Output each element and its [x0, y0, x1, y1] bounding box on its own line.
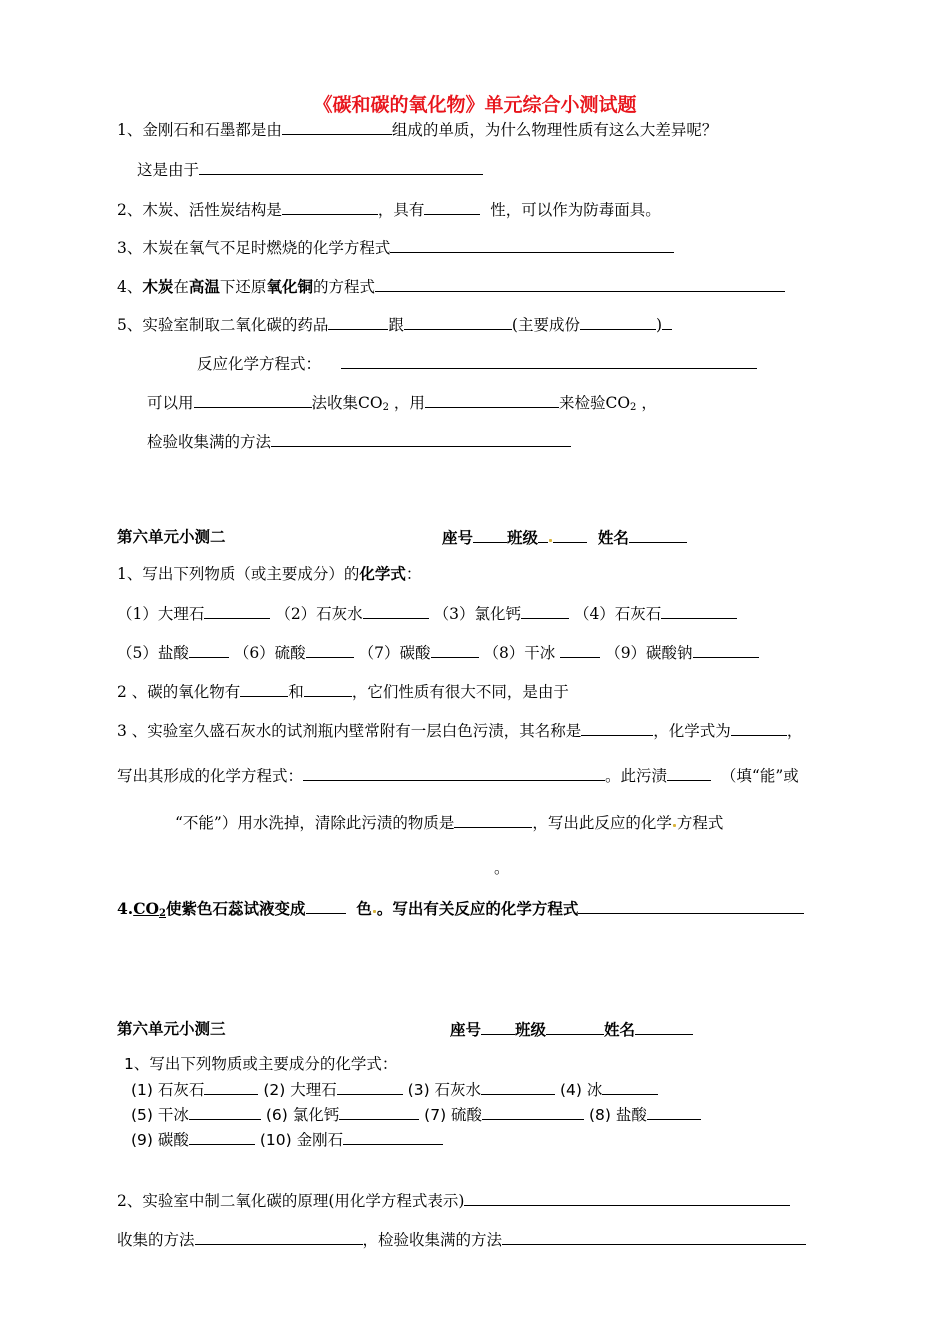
p1-question-5-equation: 反应化学方程式： [197, 352, 757, 375]
p2-row-1: （1）大理石 （2）石灰水 （3）氯化钙 （4）石灰石 [117, 602, 737, 625]
dot-mark [673, 824, 676, 827]
answer-blank[interactable] [454, 811, 532, 828]
p2-question-1: 1、写出下列物质（或主要成分）的化学式： [117, 564, 422, 583]
answer-blank[interactable] [199, 158, 483, 175]
p3-question-3: 收集的方法 ，检验收集满的方法 [117, 1228, 806, 1251]
class-field[interactable] [553, 526, 587, 543]
answer-blank[interactable] [204, 1078, 258, 1095]
p1-question-1: 1、金刚石和石墨都是由 组成的单质，为什么物理性质有这么大差异呢？ [117, 118, 717, 141]
p1-question-3: 3、木炭在氧气不足时燃烧的化学方程式 [117, 236, 674, 259]
p3-question-2: 2、实验室中制二氧化碳的原理(用化学方程式表示) [117, 1189, 790, 1212]
p2-question-3-equation: 写出其形成的化学方程式： 。此污渍 （填“能”或 [117, 764, 799, 787]
p1-question-1-reason: 这是由于 [137, 158, 483, 181]
answer-blank[interactable] [194, 391, 312, 408]
answer-blank[interactable] [482, 1103, 584, 1120]
section-2-student-info: 座号 班级 姓名 [442, 526, 687, 549]
name-field[interactable] [635, 1018, 693, 1035]
answer-blank[interactable] [464, 1189, 790, 1206]
underline [662, 313, 672, 330]
answer-blank[interactable] [521, 602, 569, 619]
page-title: 《碳和碳的氧化物》单元综合小测试题 [313, 94, 637, 116]
seat-field[interactable] [473, 526, 507, 543]
p2-question-4: $4.CO_2$使紫色石蕊试液变成 色 。写出有关反应的化学方程式 [117, 897, 804, 925]
answer-blank[interactable] [661, 602, 737, 619]
answer-blank[interactable] [189, 1103, 261, 1120]
dot-mark [373, 910, 376, 913]
answer-blank[interactable] [303, 764, 605, 781]
answer-blank[interactable] [337, 1078, 403, 1095]
answer-blank[interactable] [580, 313, 656, 330]
section-3-student-info: 座号 班级 姓名 [450, 1018, 693, 1041]
p2-period: 。 [494, 859, 510, 877]
answer-blank[interactable] [204, 602, 270, 619]
answer-blank[interactable] [282, 118, 392, 135]
answer-blank[interactable] [282, 198, 378, 215]
p2-row-2: （5）盐酸 （6）硫酸 （7）碳酸 （8）干冰 （9）碳酸钠 [117, 641, 759, 664]
answer-blank[interactable] [431, 641, 479, 658]
answer-blank[interactable] [240, 680, 288, 697]
answer-blank[interactable] [306, 897, 346, 914]
answer-blank[interactable] [502, 1228, 806, 1245]
answer-blank[interactable] [731, 719, 787, 736]
answer-blank[interactable] [343, 1128, 443, 1145]
answer-blank[interactable] [581, 719, 653, 736]
section-3-heading: 第六单元小测三 [117, 1019, 226, 1038]
answer-blank[interactable] [578, 897, 804, 914]
answer-blank[interactable] [693, 641, 759, 658]
answer-blank[interactable] [425, 391, 559, 408]
p1-question-5-collect: 可以用 法收集$CO_2$ ，用 来检验$CO_2$ ， [147, 391, 657, 419]
p3-row-1: (1) 石灰石 (2) 大理石 (3) 石灰水 (4) 冰 [131, 1078, 658, 1101]
answer-blank[interactable] [404, 313, 512, 330]
answer-blank[interactable] [189, 641, 229, 658]
p3-question-1: 1、写出下列物质或主要成分的化学式： [124, 1055, 398, 1073]
answer-blank[interactable] [341, 352, 757, 369]
answer-blank[interactable] [189, 1128, 255, 1145]
p1-question-2: 2、木炭、活性炭结构是 ，具有 性，可以作为防毒面具。 [117, 198, 661, 221]
answer-blank[interactable] [195, 1228, 363, 1245]
answer-blank[interactable] [560, 641, 600, 658]
p1-question-5: 5、实验室制取二氧化碳的药品 跟 (主要成份 ) [117, 313, 672, 336]
class-field-a[interactable] [538, 526, 548, 543]
answer-blank[interactable] [667, 764, 711, 781]
answer-blank[interactable] [481, 1078, 555, 1095]
answer-blank[interactable] [375, 275, 785, 292]
p2-question-3: 3 、实验室久盛石灰水的试剂瓶内壁常附有一层白色污渍，其名称是 ，化学式为 ， [117, 719, 802, 742]
p1-question-4: 4、木炭在高温下还原氧化铜的方程式 [117, 275, 785, 298]
p3-row-3: (9) 碳酸 (10) 金刚石 [131, 1128, 443, 1151]
class-field[interactable] [546, 1018, 604, 1035]
dot-mark [549, 539, 552, 542]
name-field[interactable] [629, 526, 687, 543]
answer-blank[interactable] [424, 198, 480, 215]
answer-blank[interactable] [306, 641, 354, 658]
p2-question-2: 2 、碳的氧化物有 和 ，它们性质有很大不同，是由于 [117, 680, 569, 703]
p1-question-5-check: 检验收集满的方法 [147, 430, 571, 453]
answer-blank[interactable] [271, 430, 571, 447]
section-2-heading: 第六单元小测二 [117, 527, 226, 546]
answer-blank[interactable] [390, 236, 674, 253]
p3-row-2: (5) 干冰 (6) 氯化钙 (7) 硫酸 (8) 盐酸 [131, 1103, 701, 1126]
answer-blank[interactable] [304, 680, 352, 697]
answer-blank[interactable] [602, 1078, 658, 1095]
seat-field[interactable] [481, 1018, 515, 1035]
answer-blank[interactable] [339, 1103, 419, 1120]
answer-blank[interactable] [647, 1103, 701, 1120]
answer-blank[interactable] [363, 602, 429, 619]
answer-blank[interactable] [328, 313, 388, 330]
p2-question-3-clean: “不能”）用水洗掉，清除此污渍的物质是 ，写出此反应的化学 方程式 [175, 811, 723, 834]
